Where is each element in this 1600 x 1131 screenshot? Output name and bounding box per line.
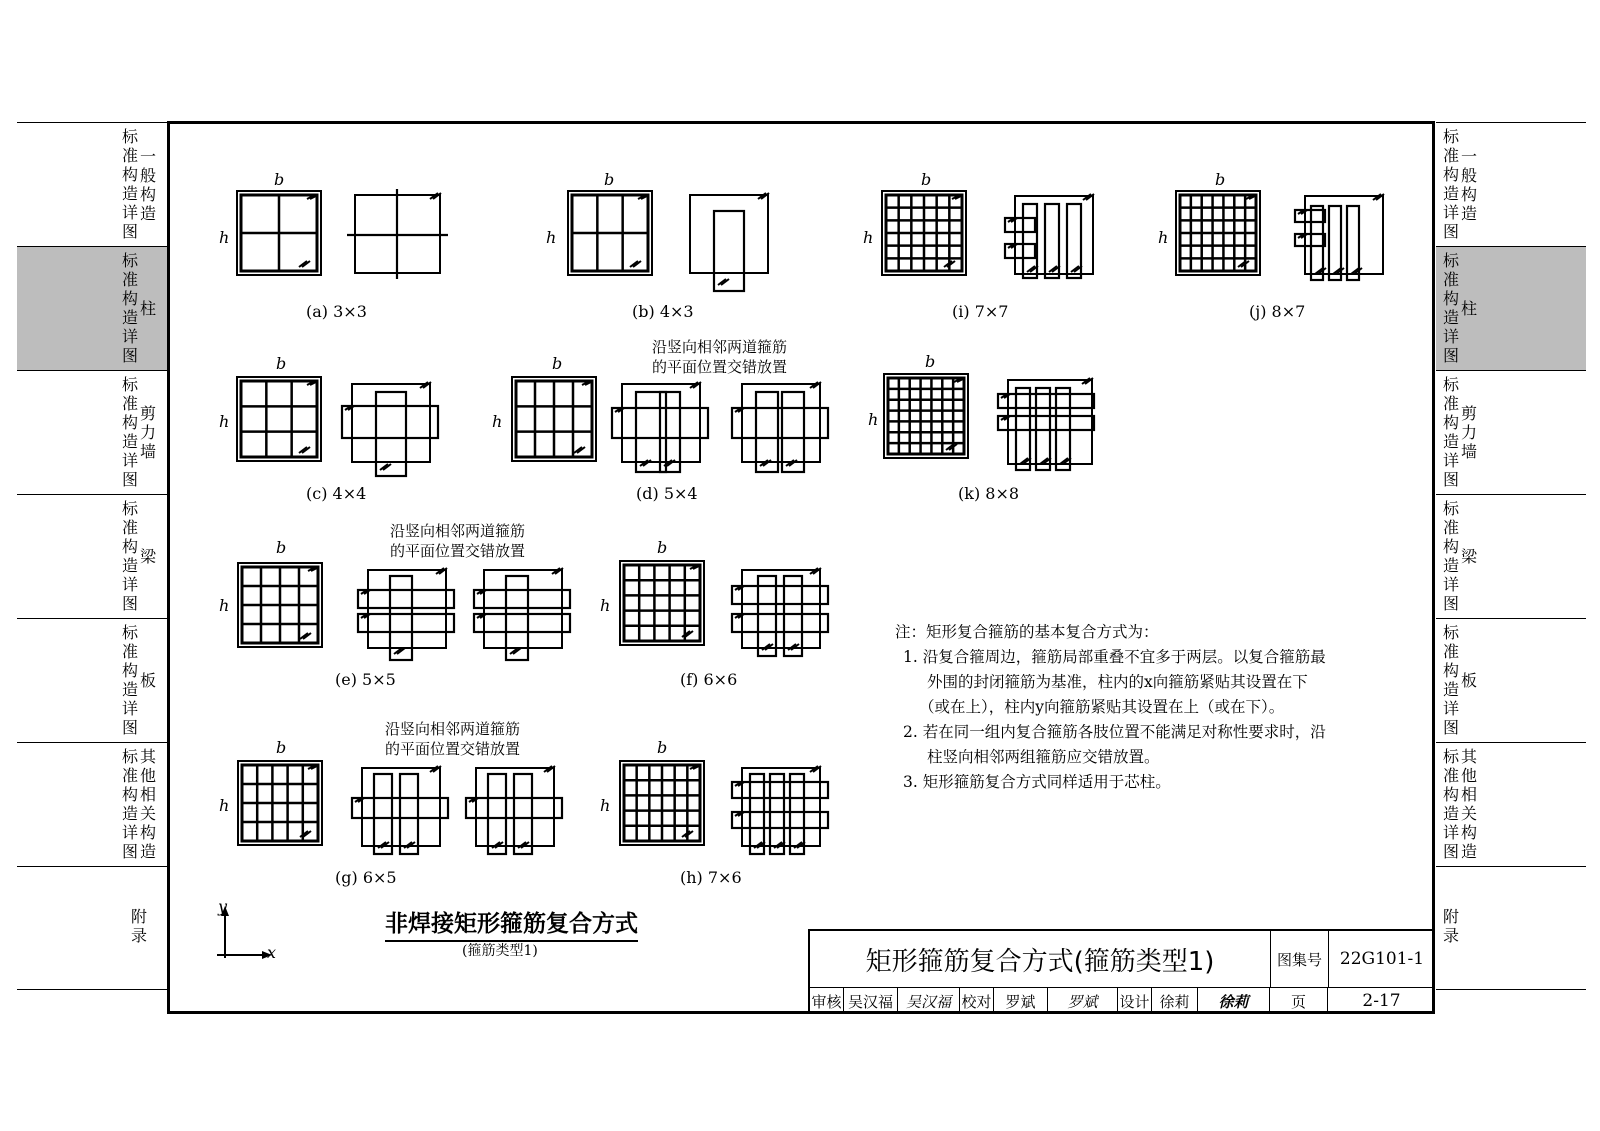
side-tab-label: 柱 xyxy=(1460,299,1477,318)
inner-stirrup-x xyxy=(998,416,1094,430)
stagger-note-line: 沿竖向相邻两道箍筋 xyxy=(385,720,521,738)
dim-h-label: h xyxy=(219,228,230,247)
side-tab-label: 剪力墙 xyxy=(139,404,156,461)
outer-stirrup xyxy=(742,768,820,846)
dim-b-label: b xyxy=(604,170,615,189)
dim-h-label: h xyxy=(868,410,879,429)
inner-stirrup-x xyxy=(732,782,828,798)
outer-stirrup xyxy=(241,381,317,457)
inner-stirrup-y xyxy=(376,392,406,476)
inner-stirrup-x xyxy=(732,812,828,828)
diagram-label: (e) 5×5 xyxy=(335,670,396,689)
stagger-note-line: 的平面位置交错放置 xyxy=(390,542,526,560)
dim-b-label: b xyxy=(921,170,932,189)
side-tab-label: 板 xyxy=(139,671,156,690)
stagger-note xyxy=(385,719,520,759)
dim-b-label: b xyxy=(1215,170,1226,189)
inner-stirrup-y xyxy=(400,774,418,854)
dim-b-label: b xyxy=(276,738,287,757)
dim-h-label: h xyxy=(546,228,557,247)
axis-x-label: x xyxy=(267,943,277,962)
dim-h-label: h xyxy=(492,412,503,431)
notes-heading: 注：矩形复合箍筋的基本复合方式为： xyxy=(895,623,1159,641)
side-tab-label: 标准构造详图 xyxy=(1442,251,1459,365)
dim-h-label: h xyxy=(1158,228,1169,247)
dim-b-label: b xyxy=(925,352,936,371)
side-tab-label: 标准构造详图 xyxy=(1442,127,1459,241)
dim-h-label: h xyxy=(863,228,874,247)
figure-subcaption: (箍筋类型1) xyxy=(462,943,538,959)
inner-stirrup-y xyxy=(514,774,532,854)
designer-name: 徐莉 xyxy=(1152,988,1198,1014)
side-tab-label: 标准构造详图 xyxy=(121,623,138,737)
side-tab-label: 标准构造详图 xyxy=(121,251,138,365)
axis-y-label: y xyxy=(218,897,228,916)
side-tab-label: 标准构造详图 xyxy=(121,375,138,489)
note-item: 3. 矩形箍筋复合方式同样适用于芯柱。 xyxy=(903,773,1171,791)
diagram-label: (j) 8×7 xyxy=(1249,302,1306,321)
dim-b-label: b xyxy=(274,170,285,189)
side-tab-label: 板 xyxy=(1460,671,1477,690)
note-item: 2. 若在同一组内复合箍筋各肢位置不能满足对称性要求时，沿 xyxy=(903,723,1326,741)
side-tab-label: 标准构造详图 xyxy=(121,127,138,241)
title-block xyxy=(808,929,1435,1014)
inner-stirrup-x xyxy=(358,614,454,632)
inner-stirrup-y xyxy=(660,392,680,472)
stagger-note xyxy=(390,521,525,561)
side-tab-label: 标准构造详图 xyxy=(1442,623,1459,737)
note-item: （或在上），柱内y向箍筋紧贴其设置在上（或在下）。 xyxy=(919,698,1285,716)
side-tab-label: 标准构造详图 xyxy=(121,499,138,613)
side-tab-label: 柱 xyxy=(139,299,156,318)
side-tab-label: 标准构造详图 xyxy=(1442,375,1459,489)
diagram-label: (c) 4×4 xyxy=(306,484,367,503)
side-tab-label: 标准构造详图 xyxy=(121,747,138,861)
dim-b-label: b xyxy=(276,538,287,557)
note-item: 1. 沿复合箍周边，箍筋局部重叠不宜多于两层。以复合箍筋最 xyxy=(903,648,1326,666)
side-tab-label: 其他相关构造 xyxy=(1460,747,1477,861)
inner-stirrup-x xyxy=(732,586,828,604)
diagram-label: (b) 4×3 xyxy=(632,302,694,321)
stagger-note-line: 的平面位置交错放置 xyxy=(385,740,521,758)
page-label: 页 xyxy=(1270,988,1328,1014)
side-tab-label: 梁 xyxy=(1460,547,1477,566)
diagram-label: (a) 3×3 xyxy=(306,302,367,321)
outer-stirrup xyxy=(690,195,768,273)
side-tab-label: 附录 xyxy=(1442,907,1459,945)
diagram-label: (f) 6×6 xyxy=(680,670,738,689)
diagram-label: (h) 7×6 xyxy=(680,868,742,887)
notes-block xyxy=(895,620,1365,795)
design-label: 设计 xyxy=(1118,988,1152,1014)
inner-stirrup-y xyxy=(784,576,802,656)
side-tab-label: 一般构造 xyxy=(139,147,156,223)
check-label: 校对 xyxy=(960,988,994,1014)
side-tab-label: 梁 xyxy=(139,547,156,566)
diagram-label: (g) 6×5 xyxy=(335,868,397,887)
outer-stirrup xyxy=(352,384,430,462)
stagger-note-line: 的平面位置交错放置 xyxy=(652,358,788,376)
inner-stirrup-x xyxy=(474,590,570,608)
diagram-label: (i) 7×7 xyxy=(952,302,1009,321)
inner-stirrup-x xyxy=(732,614,828,632)
outer-stirrup xyxy=(742,570,820,648)
checker-name: 罗斌 xyxy=(994,988,1048,1014)
atlas-number: 22G101-1 xyxy=(1328,931,1435,987)
inner-stirrup-x xyxy=(342,406,438,438)
inner-stirrup-y xyxy=(758,576,776,656)
reviewer-name: 吴汉福 xyxy=(844,988,898,1014)
side-tab-label: 标准构造详图 xyxy=(1442,747,1459,861)
side-tab-label: 剪力墙 xyxy=(1460,404,1477,461)
stagger-note-line: 沿竖向相邻两道箍筋 xyxy=(390,522,526,540)
designer-signature: 徐莉 xyxy=(1198,988,1270,1014)
side-tab-label: 标准构造详图 xyxy=(1442,499,1459,613)
review-label: 审核 xyxy=(810,988,844,1014)
inner-stirrup-x xyxy=(474,614,570,632)
figure-caption: 非焊接矩形箍筋复合方式 xyxy=(385,905,638,942)
stagger-note-line: 沿竖向相邻两道箍筋 xyxy=(652,338,788,356)
dim-h-label: h xyxy=(600,796,611,815)
dim-b-label: b xyxy=(657,538,668,557)
inner-stirrup-x xyxy=(732,408,828,438)
side-tab-label: 一般构造 xyxy=(1460,147,1477,223)
dim-h-label: h xyxy=(219,596,230,615)
drawing-title: 矩形箍筋复合方式(箍筋类型1) xyxy=(865,946,1215,977)
atlas-label: 图集号 xyxy=(1270,931,1328,987)
inner-stirrup-y xyxy=(374,774,392,854)
outer-stirrup xyxy=(624,565,700,641)
side-tab-label: 其他相关构造 xyxy=(139,747,156,861)
diagram-label: (k) 8×8 xyxy=(958,484,1020,503)
dim-h-label: h xyxy=(600,596,611,615)
diagram-label: (d) 5×4 xyxy=(636,484,698,503)
dim-h-label: h xyxy=(219,412,230,431)
dim-b-label: b xyxy=(552,354,563,373)
reviewer-signature: 吴汉福 xyxy=(898,988,960,1014)
dim-h-label: h xyxy=(219,796,230,815)
inner-stirrup-x xyxy=(998,394,1094,408)
side-tab-label: 附录 xyxy=(130,907,147,945)
page-number: 2-17 xyxy=(1362,991,1401,1011)
inner-stirrup-y xyxy=(488,774,506,854)
dim-b-label: b xyxy=(657,738,668,757)
stagger-note xyxy=(652,337,787,377)
checker-signature: 罗斌 xyxy=(1048,988,1118,1014)
note-item: 外围的封闭箍筋为基准，柱内的x向箍筋紧贴其设置在下 xyxy=(927,673,1308,691)
dim-b-label: b xyxy=(276,354,287,373)
inner-stirrup-x xyxy=(358,590,454,608)
note-item: 柱竖向相邻两组箍筋应交错放置。 xyxy=(927,748,1160,766)
